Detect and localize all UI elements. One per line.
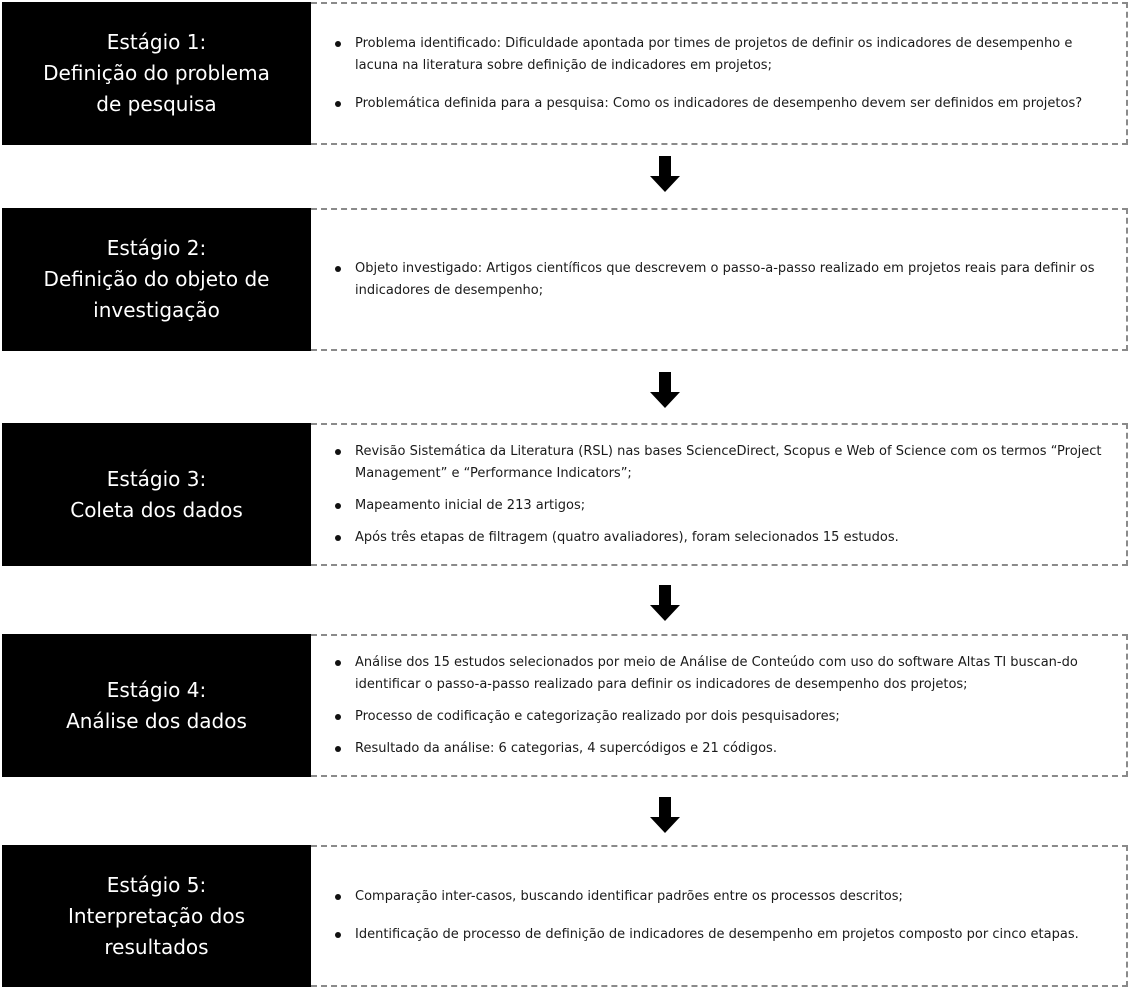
stage-1-subtitle-line-2: de pesquisa — [96, 92, 217, 116]
stage-3-bullet-list — [335, 441, 1110, 549]
stage-4-bullet-1: Análise dos 15 estudos selecionados por meio de Análise de Conteúdo com uso do software Altas TI buscan-do identificar o passo-a-passo realizado para definir os indicadores de desempenho dos projetos; — [335, 652, 1110, 696]
stage-2-subtitle-line-1: Definição do objeto de — [43, 267, 270, 291]
stage-4-subtitle-line-1: Análise dos dados — [66, 708, 247, 733]
stage-2 — [2, 208, 1128, 351]
stage-3-title: Estágio 3: — [106, 466, 207, 491]
stage-3-subtitle-line-1: Coleta dos dados — [70, 497, 243, 522]
stage-5 — [2, 845, 1128, 987]
stage-4-title: Estágio 4: — [106, 677, 207, 702]
stage-2-bullet-list — [335, 258, 1110, 302]
stage-1-subtitle-line-1: Definição do problema — [43, 61, 270, 85]
stage-5-bullet-1: Comparação inter-casos, buscando identificar padrões entre os processos descritos; — [335, 886, 1110, 908]
stage-2-subtitle-line-2: investigação — [93, 298, 220, 322]
stage-5-bullet-list — [335, 886, 1110, 946]
stage-3 — [2, 423, 1128, 566]
stage-1-details — [311, 2, 1128, 145]
stage-3-bullet-3: Após três etapas de filtragem (quatro avaliadores), foram selecionados 15 estudos. — [335, 527, 1110, 549]
stage-2-bullet-1: Objeto investigado: Artigos científicos que descrevem o passo-a-passo realizado em projetos reais para definir os indicadores de desempenho; — [335, 258, 1110, 302]
stage-4-bullet-3: Resultado da análise: 6 categorias, 4 supercódigos e 21 códigos. — [335, 738, 1110, 760]
stage-2-label — [2, 208, 311, 351]
stage-1-title: Estágio 1: — [106, 30, 207, 54]
stage-1-label — [2, 2, 311, 145]
stage-5-details — [311, 845, 1128, 987]
stage-4 — [2, 634, 1128, 777]
arrow-down-icon — [650, 797, 680, 833]
stage-3-label — [2, 423, 311, 566]
stage-3-details — [311, 423, 1128, 566]
stage-3-bullet-1: Revisão Sistemática da Literatura (RSL) nas bases ScienceDirect, Scopus e Web of Science com os termos “Project Management” e “Performance Indicators”; — [335, 441, 1110, 485]
stage-3-bullet-2: Mapeamento inicial de 213 artigos; — [335, 495, 1110, 517]
stage-1-bullet-1: Problema identificado: Dificuldade apontada por times de projetos de definir os indicadores de desempenho e lacuna na literatura sobre definição de indicadores em projetos; — [335, 33, 1110, 77]
stage-5-subtitle-line-2: resultados — [104, 934, 209, 959]
stage-1 — [2, 2, 1128, 145]
stage-2-details — [311, 208, 1128, 351]
stage-5-title: Estágio 5: — [106, 872, 207, 897]
arrow-down-icon — [650, 372, 680, 408]
stage-4-bullet-2: Processo de codificação e categorização realizado por dois pesquisadores; — [335, 706, 1110, 728]
arrow-down-icon — [650, 156, 680, 192]
stage-5-bullet-2: Identificação de processo de definição de indicadores de desempenho em projetos composto por cinco etapas. — [335, 924, 1110, 946]
stage-1-bullet-list — [335, 33, 1110, 115]
stage-1-bullet-2: Problemática definida para a pesquisa: Como os indicadores de desempenho devem ser definidos em projetos? — [335, 93, 1110, 115]
stage-4-bullet-list — [335, 652, 1110, 760]
stage-5-label — [2, 845, 311, 987]
stage-4-label — [2, 634, 311, 777]
stage-2-title: Estágio 2: — [106, 236, 207, 260]
stage-5-subtitle-line-1: Interpretação dos — [67, 903, 246, 928]
stage-4-details — [311, 634, 1128, 777]
arrow-down-icon — [650, 585, 680, 621]
